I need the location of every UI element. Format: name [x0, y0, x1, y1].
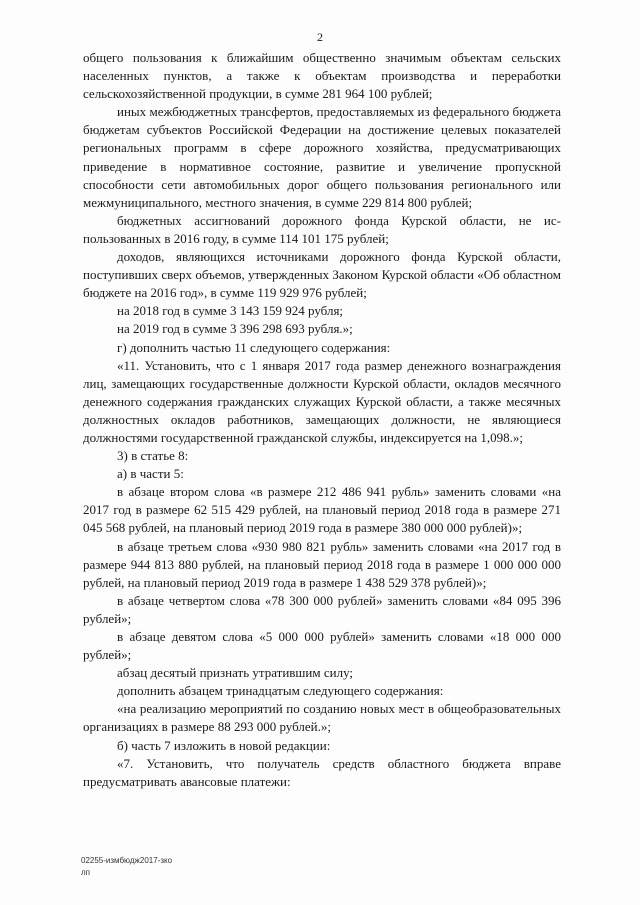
- paragraph: б) часть 7 изложить в новой редакции:: [117, 737, 331, 753]
- paragraph: доходов, являющихся источниками дорожного фонда Курской области, поступивших сверх объемов, утвержденных Законом Курской области «Об областном бюджете на 2016 год», в сумме 119 929 976 рублей;: [83, 249, 561, 301]
- paragraph: «11. Установить, что с 1 января 2017 года размер денежного вознаграждения лиц, замещающих государственные должности Курской области, окладов месячного денежного содержания гражданских служащих Курской области, а также месячных должностных окладов работников, замещающих должности, не являющиеся должностями государственной гражданской службы, индексируется на 1,098.»;: [83, 357, 561, 445]
- paragraph: г) дополнить частью 11 следующего содержания:: [117, 339, 391, 355]
- paragraph: дополнить абзацем тринадцатым следующего содержания:: [117, 683, 444, 699]
- paragraph: 3) в статье 8:: [117, 448, 189, 464]
- paragraph: иных межбюджетных трансфертов, предоставляемых из федерального бюджета бюджетам субъектов Российской Федерации на достижение целевых показателей региональных программ в сфере дорожного хозяйства, предусматривающих приведение в нормативное состояние, развитие и увеличение пропускной способности сети автомобильных дорог общего пользования регионального или межмуниципального, местного значения, в сумме 229 814 800 рублей;: [83, 104, 561, 210]
- footer-initials: лп: [81, 868, 90, 877]
- document-footer: [81, 855, 172, 879]
- page-number: 2: [317, 30, 323, 44]
- document-body: [83, 49, 561, 791]
- footer-file-code: 02255-измбюдж2017-зко: [81, 856, 173, 865]
- paragraph: общего пользования к ближайшим общественно значимым объектам сельских населенных пунктов, а также к объектам производства и переработки сельскохозяйственной продукции, в сумме 281 964 100 рублей;: [83, 50, 561, 102]
- paragraph: в абзаце втором слова «в размере 212 486 941 рубль» заменить словами «на 2017 год в размере 62 515 429 рублей, на плановый период 2018 года в размере 271 045 568 рублей, на плановый период 2019 года в размере 380 000 000 рублей)»;: [83, 484, 561, 536]
- paragraph: на 2018 год в сумме 3 143 159 924 рубля;: [117, 303, 344, 319]
- paragraph: «7. Установить, что получатель средств областного бюджета вправе предусматривать авансовые платежи:: [83, 755, 561, 789]
- paragraph: бюджетных ассигнований дорожного фонда Курской области, не использованных в 2016 году, в сумме 114 101 175 рублей;: [83, 212, 561, 246]
- paragraph: «на реализацию мероприятий по созданию новых мест в общеобразовательных организациях в размере 88 293 000 рублей.»;: [83, 701, 561, 735]
- paragraph: на 2019 год в сумме 3 396 298 693 рубля.»;: [117, 321, 353, 337]
- paragraph: в абзаце третьем слова «930 980 821 рубль» заменить словами «на 2017 год в размере 944 813 880 рублей, на плановый период 2018 года в размере 1 000 000 000 рублей, на плановый период 2019 года в размере 1 438 529 378 рублей)»;: [83, 538, 561, 590]
- paragraph: абзац десятый признать утратившим силу;: [117, 665, 354, 681]
- paragraph: а) в части 5:: [117, 466, 184, 482]
- paragraph: в абзаце четвертом слова «78 300 000 рублей» заменить словами «84 095 396 рублей»;: [83, 592, 561, 626]
- paragraph: в абзаце девятом слова «5 000 000 рублей» заменить словами «18 000 000 рублей»;: [83, 629, 561, 663]
